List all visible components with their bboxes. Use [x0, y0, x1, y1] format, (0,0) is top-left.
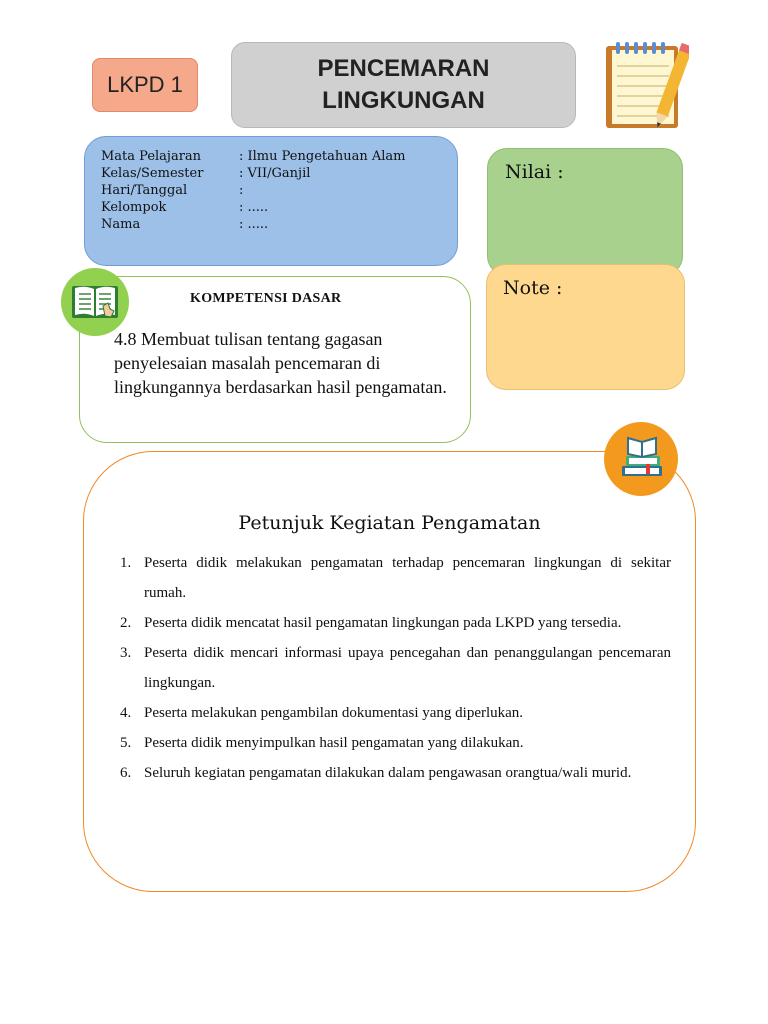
list-number: 5. [120, 735, 132, 751]
list-number: 1. [120, 555, 132, 571]
info-value: : [239, 183, 244, 198]
lkpd-badge: LKPD 1 [92, 58, 198, 112]
notepad-pencil-icon [603, 40, 689, 136]
info-row-name [101, 216, 457, 233]
list-item [120, 728, 671, 758]
info-label: Mata Pelajaran [101, 149, 202, 164]
list-item [120, 638, 671, 698]
list-number: 3. [120, 645, 132, 661]
list-text: Peserta didik mencatat hasil pengamatan lingkungan pada LKPD yang tersedia. [144, 615, 622, 631]
list-text: Peserta didik mencari informasi upaya pencegahan dan penanggulangan pencemaran lingkungan. [144, 645, 671, 691]
list-item [120, 758, 671, 788]
identity-info-box [84, 136, 458, 266]
open-book-icon [61, 268, 129, 336]
note-box [486, 264, 685, 390]
info-label: Hari/Tanggal [101, 183, 188, 198]
note-label: Note : [503, 277, 563, 299]
nilai-box [487, 148, 683, 276]
list-item [120, 548, 671, 608]
info-label: Nama [101, 217, 141, 232]
page-title: PENCEMARAN LINGKUNGAN [231, 42, 576, 128]
list-number: 6. [120, 765, 132, 781]
petunjuk-box [83, 451, 696, 892]
info-value: : ..... [239, 200, 269, 215]
kompetensi-title: KOMPETENSI DASAR [190, 291, 342, 306]
info-row-date [101, 182, 457, 199]
list-text: Peserta melakukan pengambilan dokumentasi yang diperlukan. [144, 705, 524, 721]
list-item [120, 608, 671, 638]
info-row-group [101, 199, 457, 216]
info-value: : VII/Ganjil [239, 166, 311, 181]
info-label: Kelompok [101, 200, 167, 215]
info-row-subject [101, 148, 457, 165]
info-label: Kelas/Semester [101, 166, 204, 181]
kompetensi-dasar-box [79, 276, 471, 443]
info-row-class [101, 165, 457, 182]
list-text: Seluruh kegiatan pengamatan dilakukan dalam pengawasan orangtua/wali murid. [144, 765, 632, 781]
list-text: Peserta didik menyimpulkan hasil pengamatan yang dilakukan. [144, 735, 524, 751]
list-number: 4. [120, 705, 132, 721]
kompetensi-text: 4.8 Membuat tulisan tentang gagasan penyelesaian masalah pencemaran di lingkungannya berdasarkan hasil pengamatan. [114, 329, 447, 397]
petunjuk-title: Petunjuk Kegiatan Pengamatan [238, 512, 541, 534]
list-text: Peserta didik melakukan pengamatan terhadap pencemaran lingkungan di sekitar rumah. [144, 555, 671, 601]
list-number: 2. [120, 615, 132, 631]
info-value: : Ilmu Pengetahuan Alam [239, 149, 406, 164]
list-item [120, 698, 671, 728]
book-stack-icon [604, 422, 678, 496]
nilai-label: Nilai : [505, 161, 564, 183]
petunjuk-list [120, 548, 671, 788]
info-value: : ..... [239, 217, 269, 232]
